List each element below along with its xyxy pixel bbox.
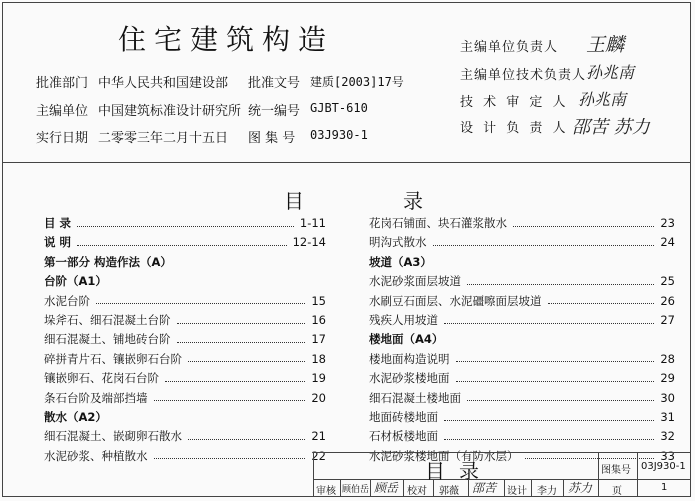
toc-entry-page: 29 [660, 371, 675, 386]
tb-cell-divider [531, 479, 532, 497]
page-label: 页 [612, 486, 622, 497]
toc-entry-page: 32 [660, 429, 675, 444]
toc-leader-dots [154, 394, 306, 401]
toc-entry-title: 石材板楼地面 [369, 429, 438, 444]
toc-entry-title: 第一部分 构造作法（A） [44, 254, 172, 269]
tech-lead-label: 主编单位技术负责人 [460, 68, 587, 83]
titleblock-top-border [313, 452, 691, 453]
toc-entry-page: 33 [660, 448, 675, 463]
toc-leader-dots [154, 452, 306, 459]
toc-leader-dots [467, 278, 654, 285]
toc-entry-title: 地面砖楼地面 [369, 410, 438, 424]
toc-entry[interactable] [44, 427, 326, 445]
toc-entry[interactable] [369, 389, 675, 407]
toc-leader-dots [177, 317, 306, 324]
atlas-number-value: 03J930-1 [310, 128, 368, 142]
unified-number-value: GJBT-610 [310, 101, 368, 115]
toc-entry-title: 目 录 [44, 216, 72, 230]
titleblock-left-border [313, 452, 314, 497]
toc-entry-title: 条石台阶及端部挡墙 [44, 390, 148, 405]
toc-entry-title: 花岗石铺面、块石灌浆散水 [369, 216, 507, 230]
toc-leader-dots [188, 355, 305, 362]
toc-leader-dots [177, 336, 306, 343]
tb-cell-divider [370, 479, 371, 497]
toc-entry-title: 残疾人用坡道 [369, 313, 438, 327]
toc-title-right: 录 [403, 189, 425, 213]
toc-leader-dots [438, 259, 669, 265]
proof-label: 校对 [407, 486, 427, 497]
tb-cell-divider [504, 479, 505, 497]
toc-leader-dots [113, 414, 320, 420]
design-lead-label: 设 计 负 责 人 [460, 121, 569, 136]
toc-entry[interactable] [369, 292, 675, 310]
toc-leader-dots [77, 239, 287, 246]
toc-entry[interactable] [44, 311, 326, 329]
toc-leader-dots [178, 259, 320, 265]
toc-entry-page: 16 [311, 313, 326, 327]
toc-entry[interactable] [369, 408, 675, 426]
toc-entry[interactable] [369, 214, 675, 232]
toc-entry[interactable] [369, 350, 675, 368]
design-label: 设计 [507, 486, 527, 497]
toc-entry[interactable] [44, 389, 326, 407]
technical-reviewer-label: 技 术 审 定 人 [460, 95, 569, 110]
toc-entry[interactable] [369, 330, 675, 348]
toc-entry[interactable] [44, 447, 326, 465]
toc-entry-page: 1-11 [299, 216, 326, 230]
proof-signature: 邵苦 [472, 481, 497, 495]
toc-entry[interactable] [369, 311, 675, 329]
toc-leader-dots [513, 220, 654, 227]
page-value: 1 [661, 482, 668, 493]
toc-entry-title: 水泥砂浆面层坡道 [369, 274, 461, 289]
toc-entry-title: 细石混凝土楼地面 [369, 390, 461, 405]
toc-entry-page: 15 [311, 293, 326, 308]
toc-entry-title: 垛斧石、细石混凝土台阶 [44, 313, 171, 327]
toc-leader-dots [433, 239, 655, 246]
toc-leader-dots [467, 394, 654, 401]
tb-cell-divider [340, 479, 341, 497]
toc-entry[interactable] [44, 233, 326, 251]
toc-entry-page: 31 [660, 410, 675, 424]
toc-entry-title: 明沟式散水 [369, 235, 427, 250]
approval-dept-label: 批准部门 [36, 76, 89, 91]
atlas-no-value: 03J930-1 [641, 461, 686, 472]
design-name: 李力 [537, 486, 557, 497]
toc-leader-dots [444, 414, 654, 421]
tech-lead-signature: 孙兆南 [586, 63, 635, 82]
toc-entry-page: 28 [660, 351, 675, 366]
toc-entry[interactable] [44, 408, 326, 426]
review-name: 顾伯岳 [342, 485, 370, 495]
toc-entry-title: 散水（A2） [44, 410, 107, 424]
toc-entry-title: 楼地面（A4） [369, 332, 444, 347]
toc-entry-page: 30 [660, 390, 675, 405]
toc-title-left: 目 [284, 189, 306, 213]
review-signature: 顾岳 [374, 481, 399, 495]
editor-unit-label: 主编单位 [36, 104, 89, 119]
toc-leader-dots [525, 452, 655, 459]
toc-entry[interactable] [44, 330, 326, 348]
toc-entry[interactable] [369, 427, 675, 445]
titleblock-divider [598, 452, 599, 497]
toc-entry-page: 12-14 [292, 235, 326, 250]
proof-name: 郭薇 [439, 486, 459, 497]
toc-entry-page: 17 [311, 332, 326, 347]
toc-entry-title: 碎拼青片石、镶嵌卵石台阶 [44, 351, 182, 366]
atlas-no-label: 图集号 [601, 465, 631, 476]
design-signature: 苏力 [568, 481, 593, 495]
atlas-number-label: 图 集 号 [248, 131, 296, 146]
toc-entry-page: 19 [311, 371, 326, 386]
technical-reviewer-signature: 孙兆南 [578, 90, 627, 109]
toc-entry-title: 镶嵌卵石、花岗石台阶 [44, 371, 159, 386]
toc-entry-title: 水泥砂浆、种植散水 [44, 448, 148, 463]
effective-date-label: 实行日期 [36, 131, 89, 146]
toc-entry[interactable] [44, 292, 326, 310]
toc-entry-title: 台阶（A1） [44, 274, 107, 289]
toc-entry[interactable] [44, 253, 326, 271]
toc-entry-page: 25 [660, 274, 675, 289]
toc-entry-title: 楼地面构造说明 [369, 351, 450, 366]
toc-entry-title: 说 明 [44, 235, 72, 250]
tb-cell-divider [563, 479, 564, 497]
toc-entry[interactable] [44, 214, 326, 232]
chief-editor-signature: 王麟 [586, 34, 625, 56]
toc-entry-page: 21 [311, 429, 326, 444]
toc-entry-title: 细石混凝土、嵌砌卵石散水 [44, 429, 182, 444]
toc-leader-dots [444, 433, 654, 440]
toc-entry-title: 坡道（A3） [369, 254, 432, 269]
toc-entry-title: 细石混凝土、铺地砖台阶 [44, 332, 171, 347]
titleblock-title: 目录 [425, 459, 493, 483]
toc-leader-dots [113, 278, 320, 284]
toc-leader-dots [188, 433, 305, 440]
toc-entry-title: 水泥砂浆楼地面（有防水层） [369, 448, 519, 463]
toc-entry-page: 20 [311, 390, 326, 405]
approval-dept-value: 中华人民共和国建设部 [98, 76, 229, 91]
toc-entry[interactable] [369, 233, 675, 251]
toc-entry[interactable] [44, 272, 326, 290]
tb-cell-divider [403, 479, 404, 497]
toc-entry-title: 水泥砂浆楼地面 [369, 371, 450, 386]
effective-date-value: 二零零三年二月十五日 [98, 131, 229, 146]
toc-leader-dots [456, 355, 655, 362]
tb-cell-divider [433, 479, 434, 497]
toc-entry-page: 27 [660, 313, 675, 327]
toc-entry[interactable] [369, 253, 675, 271]
toc-entry[interactable] [44, 350, 326, 368]
toc-entry-page: 26 [660, 293, 675, 308]
toc-entry[interactable] [369, 369, 675, 387]
tb-cell-divider [468, 479, 469, 497]
review-label: 审核 [316, 486, 336, 497]
editor-unit-value: 中国建筑标准设计研究所 [98, 104, 242, 119]
toc-leader-dots [449, 336, 669, 342]
approval-number-label: 批准文号 [248, 76, 301, 91]
toc-leader-dots [548, 297, 655, 304]
toc-entry-page: 18 [311, 351, 326, 366]
unified-number-label: 统一编号 [248, 104, 301, 119]
header-divider [2, 162, 691, 163]
toc-leader-dots [77, 220, 294, 227]
titleblock-divider-2 [637, 452, 638, 497]
toc-entry[interactable] [369, 272, 675, 290]
toc-entry-title: 水泥台阶 [44, 293, 90, 308]
toc-leader-dots [456, 375, 655, 382]
toc-entry-page: 23 [660, 216, 675, 230]
toc-entry-title: 水刷豆石面层、水泥礓嚓面层坡道 [369, 293, 542, 308]
toc-leader-dots [444, 317, 654, 324]
toc-entry[interactable] [44, 369, 326, 387]
approval-number-value: 建质[2003]17号 [310, 75, 404, 89]
chief-editor-label: 主编单位负责人 [460, 40, 559, 55]
toc-leader-dots [165, 375, 305, 382]
toc-leader-dots [96, 297, 305, 304]
toc-entry-page: 24 [660, 235, 675, 250]
toc-entry-page: 22 [311, 448, 326, 463]
atlas-title: 住宅建筑构造 [118, 23, 335, 56]
design-lead-signature: 邵苦 苏力 [572, 117, 650, 138]
